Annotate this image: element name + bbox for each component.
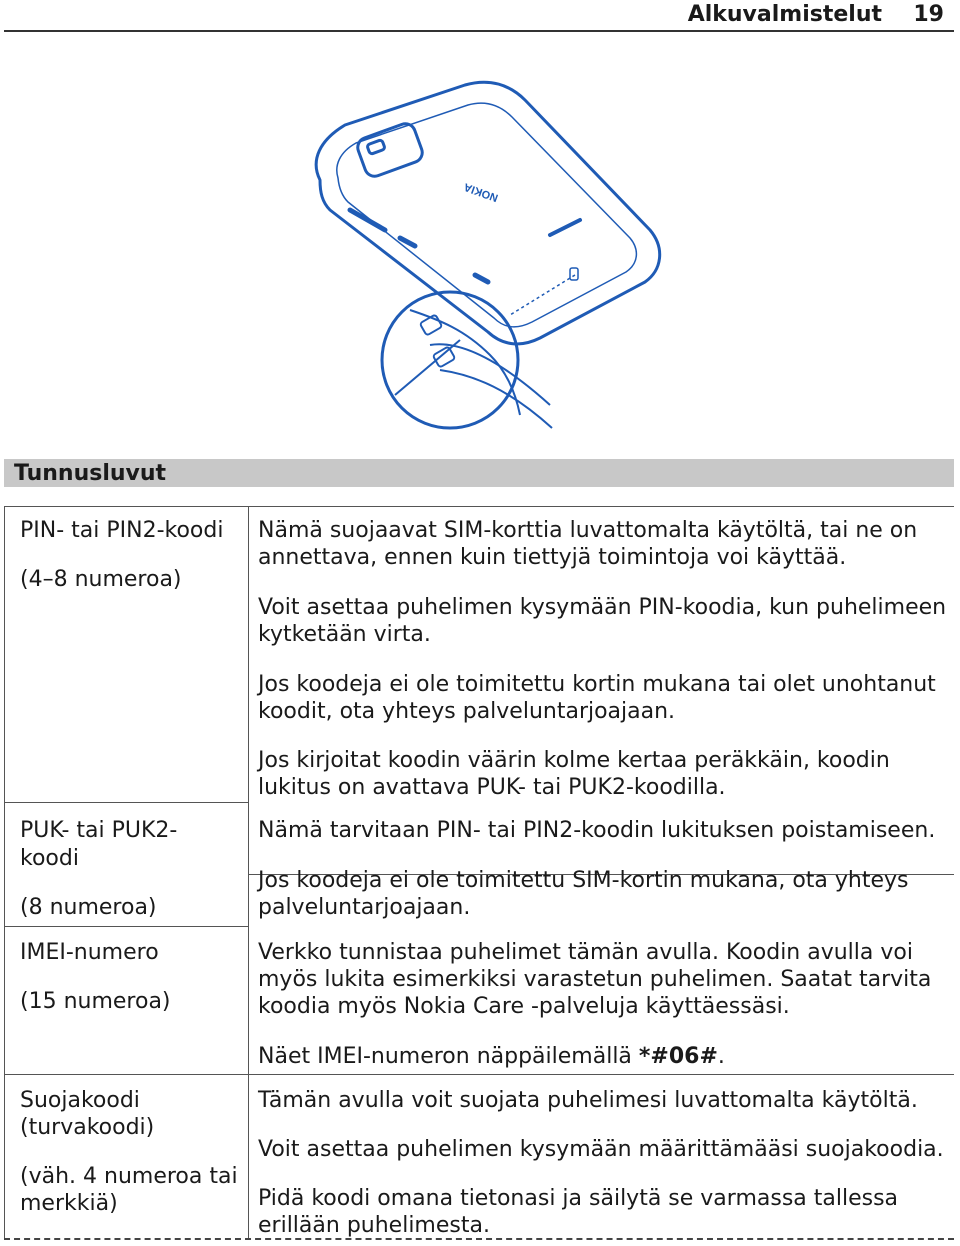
- security-desc-line: Pidä koodi omana tietonasi ja säilytä se varmassa tallessa: [258, 1186, 899, 1211]
- zoom-leader: [510, 275, 575, 315]
- phone-inner-edge: [337, 103, 637, 327]
- pin-code-length: (4–8 numeroa): [20, 567, 182, 592]
- zoom-circle: [382, 292, 518, 428]
- row-separator: [4, 802, 248, 803]
- imei-length: (15 numeroa): [20, 989, 171, 1014]
- puk-desc-line: palveluntarjoajaan.: [258, 895, 471, 920]
- camera-module: [355, 121, 425, 179]
- finger-line-1: [430, 344, 550, 405]
- security-code-label: Suojakoodi: [20, 1088, 140, 1113]
- security-desc-line: Voit asettaa puhelimen kysymään määrittämääsi suojakoodia.: [258, 1137, 944, 1162]
- camera-key: [475, 275, 488, 282]
- pin-desc-line: lukitus on avattava PUK- tai PUK2-koodilla.: [258, 775, 726, 800]
- puk-code-label: koodi: [20, 846, 79, 871]
- row-separator: [4, 926, 248, 927]
- puk-desc-line: Jos koodeja ei ole toimitettu SIM-kortin mukana, ota yhteys: [258, 868, 909, 893]
- section-title: Tunnusluvut: [14, 461, 167, 486]
- sim-slot-marker: [570, 268, 578, 280]
- imei-desc-line: myös lukita esimerkiksi varastetun puhelimen. Saatat tarvita: [258, 967, 932, 992]
- row-separator: [4, 1074, 248, 1075]
- table-border-left: [4, 506, 5, 1239]
- security-desc-line: Tämän avulla voit suojata puhelimesi luvattomalta käytöltä.: [258, 1088, 918, 1113]
- imei-shortcut-code: *#06#: [638, 1044, 718, 1069]
- pin-desc-line: Jos kirjoitat koodin väärin kolme kertaa peräkkäin, koodin: [258, 748, 890, 773]
- pin-desc-line: Jos koodeja ei ole toimitettu kortin mukana tai olet unohtanut: [258, 672, 936, 697]
- column-divider: [248, 506, 249, 1239]
- security-desc-line: erillään puhelimesta.: [258, 1213, 490, 1238]
- sim-contact-1: [420, 314, 443, 335]
- security-code-alt-label: (turvakoodi): [20, 1115, 155, 1140]
- section-header: [4, 459, 954, 487]
- page-number: 19: [913, 2, 944, 27]
- pin-desc-line: annettava, ennen kuin tiettyjä toimintoja voi käyttää.: [258, 545, 847, 570]
- row-separator: [248, 1074, 954, 1075]
- sim-card-edge: [410, 310, 520, 415]
- page-header: [4, 0, 954, 32]
- security-code-length: (väh. 4 numeroa tai: [20, 1164, 238, 1189]
- chapter-title: Alkuvalmistelut: [687, 2, 882, 27]
- imei-shortcut-suffix: .: [717, 1044, 725, 1069]
- imei-desc-line: koodia myös Nokia Care -palveluja käyttäessäsi.: [258, 994, 790, 1019]
- imei-label: IMEI-numero: [20, 940, 159, 965]
- phone-back-drawing: [290, 70, 670, 450]
- pin-desc-line: koodit, ota yhteys palveluntarjoajaan.: [258, 699, 676, 724]
- imei-desc-line: Verkko tunnistaa puhelimet tämän avulla. Koodin avulla voi: [258, 940, 913, 965]
- sim-contact-2: [433, 346, 456, 367]
- phone-sim-illustration: [290, 70, 670, 450]
- brand-label: NOKIA: [462, 180, 500, 204]
- puk-code-length: (8 numeroa): [20, 895, 157, 920]
- puk-code-label: PUK- tai PUK2-: [20, 818, 178, 843]
- pin-desc-line: Nämä suojaavat SIM-korttia luvattomalta käytöltä, tai ne on: [258, 518, 918, 543]
- pin-code-label: PIN- tai PIN2-koodi: [20, 518, 224, 543]
- table-border-top: [4, 506, 954, 507]
- puk-desc-line: Nämä tarvitaan PIN- tai PIN2-koodin lukituksen poistamiseen.: [258, 818, 936, 843]
- imei-shortcut-line: [258, 1043, 725, 1071]
- security-code-length: merkkiä): [20, 1191, 118, 1216]
- imei-shortcut-prefix: Näet IMEI-numeron näppäilemällä: [258, 1044, 639, 1069]
- volume-button: [350, 210, 385, 230]
- finger-line-2: [440, 370, 552, 428]
- page-cut-line: [4, 1238, 954, 1240]
- pin-desc-line: kytketään virta.: [258, 622, 431, 647]
- camera-flash: [367, 140, 385, 155]
- pin-desc-line: Voit asettaa puhelimen kysymään PIN-koodia, kun puhelimeen: [258, 595, 947, 620]
- codes-table: [4, 506, 954, 1239]
- cover-slot: [550, 220, 580, 235]
